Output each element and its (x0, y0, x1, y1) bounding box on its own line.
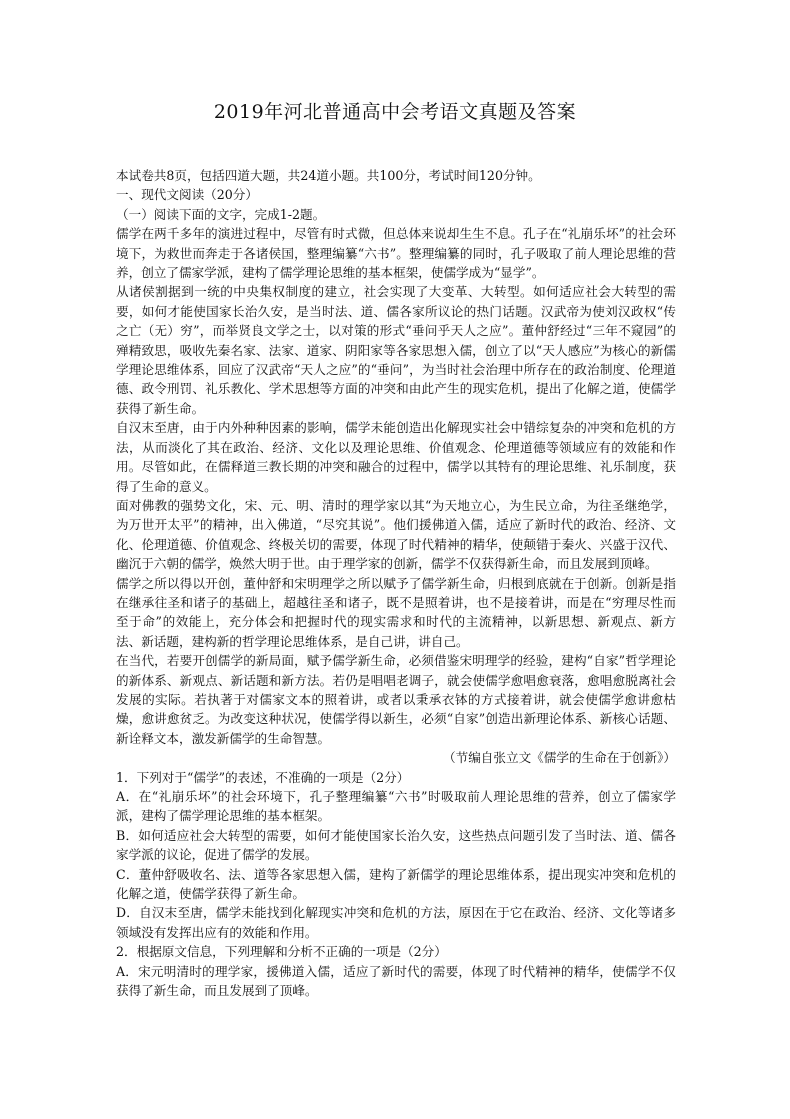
question-option: B．如何适应社会大转型的需要，如何才能使国家长治久安，这些热点问题引发了当时法、道、儒各家学派的议论，促进了儒学的发展。 (116, 827, 676, 863)
passage-paragraph: 儒学在两千多年的演进过程中，尽管有时式微，但总体来说却生生不息。孔子在“礼崩乐坏”的社会环境下，为救世而奔走于各诸侯国，整理编纂“六书”。整理编纂的同时，孔子吸取了前人理论思维的营养，创立了儒家学派，建构了儒学理论思维的基本框架，使儒学成为“显学”。 (116, 226, 676, 281)
question-option: A．在“礼崩乐坏”的社会环境下，孔子整理编纂“六书”时吸取前人理论思维的营养，创立了儒家学派，建构了儒学理论思维的基本框架。 (116, 789, 676, 824)
document-title: 2019年河北普通高中会考语文真题及答案 (213, 101, 577, 123)
question-option: A．宋元明清时的理学家，援佛道入儒，适应了新时代的需要，体现了时代精神的精华，使儒学不仅获得了新生命，而且发展到了顶峰。 (116, 963, 676, 999)
passage-paragraph: 在当代，若要开创儒学的新局面，赋予儒学新生命，必须借鉴宋明理学的经验，建构“自家”哲学理论的新体系、新观点、新话题和新方法。若仍是唱唱老调子，就会使儒学愈唱愈衰落，愈唱愈脱离社会发展的实际。若执著于对儒家文本的照着讲，或者以秉承衣钵的方式接着讲，就会使儒学愈讲愈枯燥，愈讲愈贫乏。为改变这种状况，使儒学得以新生，必须“自家”创造出新理论体系、新核心话题、新诠释文本，激发新儒学的生命智慧。 (116, 653, 676, 746)
passage-paragraph: 自汉末至唐，由于内外种种因素的影响，儒学未能创造出化解现实社会中错综复杂的冲突和危机的方法，从而淡化了其在政治、经济、文化以及理论思维、价值观念、伦理道德等领域应有的效能和作用。尽管如此，在儒释道三教长期的冲突和融合的过程中，儒学以其特有的理论思维、礼乐制度，获得了生命的意义。 (116, 420, 676, 494)
document-body (116, 166, 676, 1000)
question-option: D．自汉末至唐，儒学未能找到化解现实冲突和危机的方法，原因在于它在政治、经济、文化等诸多领域没有发挥出应有的效能和作用。 (116, 905, 676, 940)
passage-paragraph: 儒学之所以得以开创，董仲舒和宋明理学之所以赋予了儒学新生命，归根到底就在于创新。创新是指在继承往圣和诸子的基础上，超越往圣和诸子，既不是照着讲，也不是接着讲，而是在“穷理尽性而至于命”的效能上，充分体会和把握时代的现实需求和时代的主流精神，以新思想、新观点、新方法、新话题，建构新的哲学理论思维体系，是自己讲，讲自己。 (116, 575, 676, 649)
question-stem: 1．下列对于“儒学”的表述，不准确的一项是（2分） (116, 769, 410, 785)
question-option: C．董仲舒吸收名、法、道等各家思想入儒，建构了新儒学的理论思维体系，提出现实冲突和危机的化解之道，使儒学获得了新生命。 (116, 866, 676, 902)
source-citation: （节编自张立文《儒学的生命在于创新》） (443, 750, 676, 766)
section-heading: 一、现代文阅读（20分） (116, 187, 258, 203)
exam-intro: 本试卷共8页，包括四道大题，共24道小题。共100分，考试时间120分钟。 (116, 168, 541, 183)
subsection-heading: （一）阅读下面的文字，完成1-2题。 (116, 206, 326, 222)
passage-paragraph: 从诸侯割据到一统的中央集权制度的建立，社会实现了大变革、大转型。如何适应社会大转型的需要，如何才能使国家长治久安，是当时法、道、儒各家所议论的热门话题。汉武帝为使刘汉政权“传之亡（无）穷”，而举贤良文学之士，以对策的形式“垂问乎天人之应”。董仲舒经过“三年不窥园”的殚精致思，吸收先秦名家、法家、道家、阴阳家等各家思想入儒，创立了以“天人感应”为核心的新儒学理论思维体系，回应了汉武帝“天人之应”的“垂问”，为当时社会治理中所存在的政治制度、伦理道德、政令刑罚、礼乐教化、学术思想等方面的冲突和由此产生的现实危机，提出了化解之道，使儒学获得了新生命。 (116, 284, 676, 416)
passage-paragraph: 面对佛教的强势文化，宋、元、明、清时的理学家以其“为天地立心，为生民立命，为往圣继绝学，为万世开太平”的精神，出入佛道，“尽究其说”。他们援佛道入儒，适应了新时代的政治、经济、文化、伦理道德、价值观念、终极关切的需要，体现了时代精神的精华，使颠错于秦火、兴盛于汉代、幽沉于六朝的儒学，焕然大明于世。由于理学家的创新，儒学不仅获得新生命，而且发展到顶峰。 (116, 497, 676, 572)
question-stem: 2．根据原文信息，下列理解和分析不正确的一项是（2分） (116, 944, 447, 960)
